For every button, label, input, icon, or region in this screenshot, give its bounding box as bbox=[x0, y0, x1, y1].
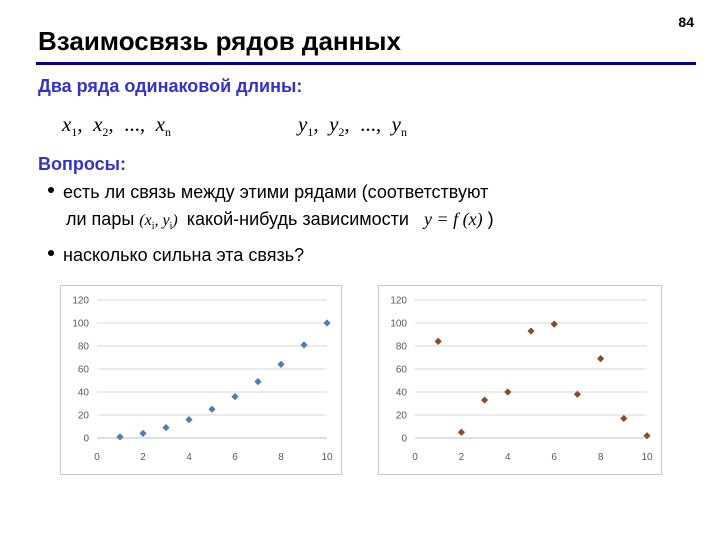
data-point bbox=[481, 396, 488, 403]
data-point bbox=[185, 416, 192, 423]
data-point bbox=[597, 355, 604, 362]
y-tick-label: 100 bbox=[72, 318, 89, 330]
y-tick-label: 60 bbox=[77, 364, 89, 376]
data-point bbox=[551, 321, 558, 328]
pair-expression: ($x_i$, $y_i$) bbox=[139, 212, 178, 233]
chart-quadratic bbox=[60, 285, 342, 475]
x-tick-label: 4 bbox=[186, 452, 192, 463]
y-tick-label: 80 bbox=[395, 341, 407, 353]
title-rule bbox=[36, 62, 696, 65]
questions-heading: Вопросы: bbox=[38, 154, 126, 174]
x-tick-label: 8 bbox=[278, 452, 284, 463]
y-tick-label: 60 bbox=[395, 364, 407, 376]
series-y-expression: $y_1$, $y_2$, ..., $y_n$ bbox=[298, 112, 407, 140]
bullet-item-1: есть ли связь между этими рядами (соответствуют bbox=[48, 182, 488, 203]
y-tick-label: 40 bbox=[395, 387, 407, 399]
bullet-dot-icon bbox=[48, 250, 54, 256]
y-tick-label: 80 bbox=[77, 341, 89, 353]
data-point bbox=[300, 341, 307, 348]
data-point bbox=[435, 338, 442, 345]
x-tick-label: 10 bbox=[641, 452, 653, 463]
y-tick-label: 20 bbox=[77, 410, 89, 422]
y-tick-label: 120 bbox=[72, 295, 89, 307]
data-point bbox=[504, 388, 511, 395]
data-point bbox=[231, 393, 238, 400]
y-tick-label: 40 bbox=[77, 387, 89, 399]
data-point bbox=[323, 319, 330, 326]
data-point bbox=[139, 430, 146, 437]
data-point bbox=[527, 327, 534, 334]
x-tick-label: 2 bbox=[140, 452, 146, 463]
bullet-item-1-continuation: ли пары ($x_i$, $y_i$) какой-нибудь зависимости y = f (x) ) bbox=[66, 209, 494, 233]
function-expression: y = f (x) bbox=[423, 209, 483, 229]
slide-title: Взаимосвязь рядов данных bbox=[38, 26, 401, 56]
data-point bbox=[208, 406, 215, 413]
x-tick-label: 10 bbox=[321, 452, 333, 463]
data-point bbox=[116, 433, 123, 440]
x-tick-label: 4 bbox=[505, 452, 511, 463]
chart-quadratic-svg bbox=[61, 286, 341, 474]
data-point bbox=[254, 378, 261, 385]
data-point bbox=[277, 361, 284, 368]
y-tick-label: 120 bbox=[390, 295, 407, 307]
x-tick-label: 0 bbox=[412, 452, 418, 463]
data-point bbox=[620, 415, 627, 422]
y-tick-label: 100 bbox=[390, 318, 407, 330]
chart-scattered bbox=[378, 285, 662, 475]
subtitle: Два ряда одинаковой длины: bbox=[38, 76, 303, 96]
y-tick-label: 20 bbox=[395, 410, 407, 422]
chart-scattered-svg bbox=[379, 286, 661, 474]
x-tick-label: 6 bbox=[551, 452, 557, 463]
page-number: 84 bbox=[678, 14, 694, 30]
x-tick-label: 2 bbox=[458, 452, 465, 463]
x-tick-label: 0 bbox=[94, 452, 100, 463]
bullet-item-2: насколько сильна эта связь? bbox=[48, 245, 304, 266]
x-tick-label: 6 bbox=[232, 452, 238, 463]
bullet-dot-icon bbox=[48, 187, 54, 193]
x-tick-label: 8 bbox=[597, 452, 604, 463]
y-tick-label: 0 bbox=[83, 433, 89, 445]
data-point bbox=[458, 429, 465, 436]
data-point bbox=[162, 424, 169, 431]
y-tick-label: 0 bbox=[401, 433, 407, 445]
series-x-expression: $x_1$, $x_2$, ..., $x_n$ bbox=[62, 112, 171, 140]
